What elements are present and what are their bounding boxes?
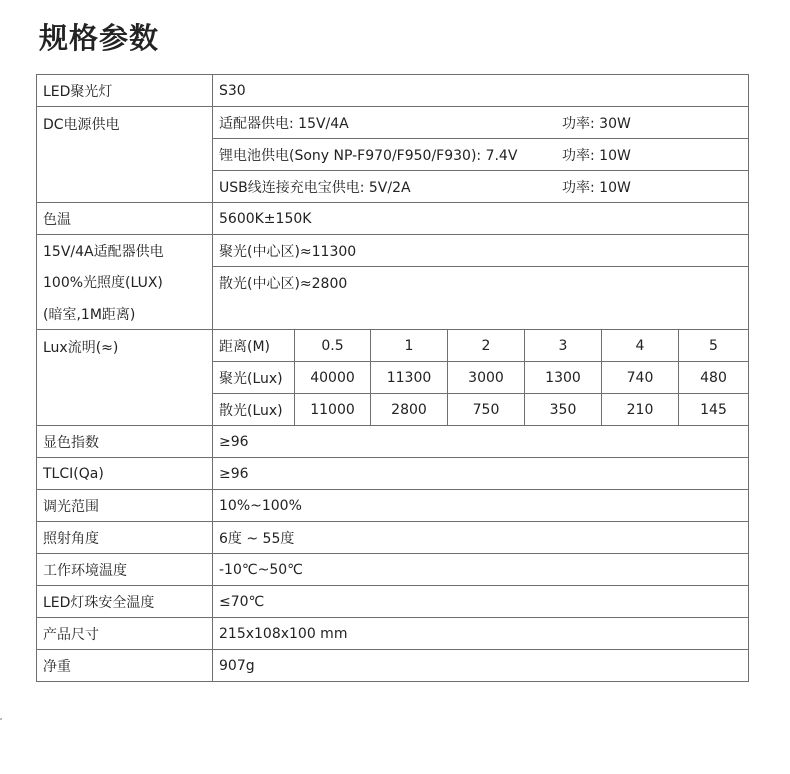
power-source: 锂电池供电(Sony NP-F970/F950/F930): 7.4V (219, 147, 518, 164)
spec-row-illuminance (37, 235, 749, 267)
lux-cell: 5 (679, 330, 749, 362)
power-rating: 功率: 10W (562, 147, 631, 164)
spec-row-dc (37, 107, 749, 139)
spec-label: 产品尺寸 (37, 618, 213, 650)
spec-label: 照射角度 (37, 522, 213, 554)
spec-row-cri (37, 426, 749, 458)
lux-cell: 2800 (371, 394, 448, 426)
spec-label: 色温 (37, 203, 213, 235)
lux-cell: 1300 (525, 362, 602, 394)
lux-cell: 3 (525, 330, 602, 362)
spec-label: 工作环境温度 (37, 554, 213, 586)
spec-value: ≤70℃ (213, 586, 749, 618)
spec-value: 907g (213, 650, 749, 682)
spec-value: 10%~100% (213, 490, 749, 522)
spec-label: DC电源供电 (37, 107, 213, 203)
spec-value: 6度 ~ 55度 (213, 522, 749, 554)
lux-cell: 145 (679, 394, 749, 426)
edge-dot (0, 718, 2, 720)
spec-value: ≥96 (213, 426, 749, 458)
spec-row-led-temp (37, 586, 749, 618)
spec-row-work-temp (37, 554, 749, 586)
lux-cell: 2 (448, 330, 525, 362)
spec-label-line: 100%光照度(LUX) (37, 267, 213, 299)
spec-value: 散光(中心区)≈2800 (213, 267, 749, 299)
power-rating: 功率: 10W (562, 179, 631, 196)
spec-label: LED灯珠安全温度 (37, 586, 213, 618)
power-source: 适配器供电: 15V/4A (219, 115, 349, 132)
spec-row-weight (37, 650, 749, 682)
lux-cell: 480 (679, 362, 749, 394)
spec-row-model (37, 75, 749, 107)
lux-cell: 210 (602, 394, 679, 426)
spec-value (213, 107, 749, 139)
spec-value: -10℃~50℃ (213, 554, 749, 586)
lux-cell: 11300 (371, 362, 448, 394)
spec-row-color-temp (37, 203, 749, 235)
spec-label-line: 15V/4A适配器供电 (37, 235, 213, 267)
spec-label: Lux流明(≈) (37, 330, 213, 426)
spec-value: ≥96 (213, 458, 749, 490)
spec-label-line: (暗室,1M距离) (37, 298, 213, 330)
lux-cell: 750 (448, 394, 525, 426)
page-title: 规格参数 (39, 21, 160, 55)
lux-cell: 350 (525, 394, 602, 426)
lux-cell: 740 (602, 362, 679, 394)
power-source: USB线连接充电宝供电: 5V/2A (219, 179, 411, 196)
lux-cell: 4 (602, 330, 679, 362)
lux-cell: 3000 (448, 362, 525, 394)
spec-value-empty (213, 298, 749, 330)
lux-cell: 11000 (295, 394, 371, 426)
spec-value: 聚光(中心区)≈11300 (213, 235, 749, 267)
spec-value (213, 139, 749, 171)
spec-row-tlci (37, 458, 749, 490)
lux-cell: 距离(M) (213, 330, 295, 362)
spec-row-dimming (37, 490, 749, 522)
spec-label: 显色指数 (37, 426, 213, 458)
spec-label: LED聚光灯 (37, 75, 213, 107)
lux-cell: 1 (371, 330, 448, 362)
spec-label: 净重 (37, 650, 213, 682)
power-rating: 功率: 30W (562, 115, 631, 132)
lux-header-row (37, 330, 749, 362)
spec-table (36, 74, 749, 682)
lux-cell: 聚光(Lux) (213, 362, 295, 394)
spec-label: TLCI(Qa) (37, 458, 213, 490)
spec-row-illuminance (37, 298, 749, 330)
spec-value: S30 (213, 75, 749, 107)
spec-row-angle (37, 522, 749, 554)
spec-row-size (37, 618, 749, 650)
spec-row-illuminance (37, 267, 749, 299)
lux-cell: 0.5 (295, 330, 371, 362)
lux-cell: 40000 (295, 362, 371, 394)
spec-value (213, 171, 749, 203)
spec-value: 5600K±150K (213, 203, 749, 235)
spec-value: 215x108x100 mm (213, 618, 749, 650)
spec-label: 调光范围 (37, 490, 213, 522)
lux-cell: 散光(Lux) (213, 394, 295, 426)
